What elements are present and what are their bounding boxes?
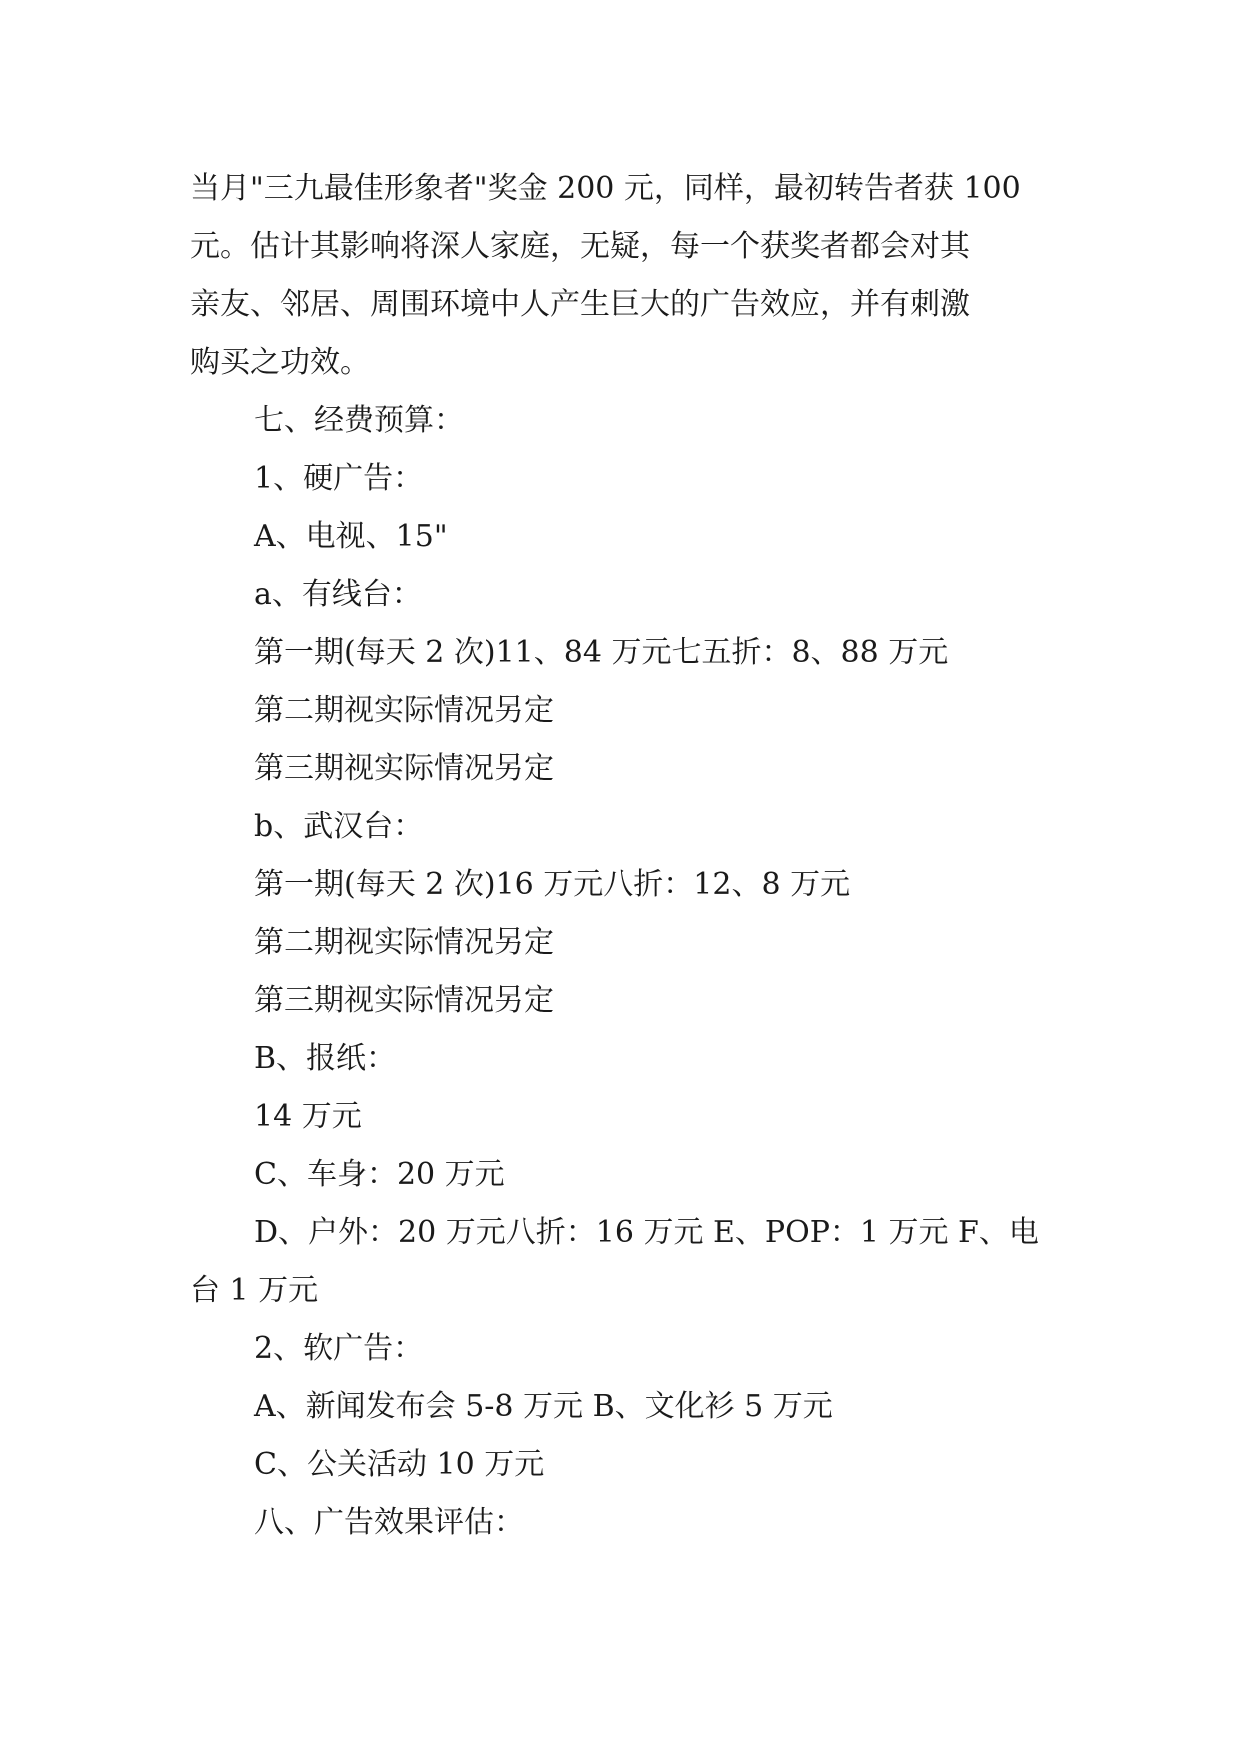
list-item-phase-one-cable: 第一期(每天 2 次)11、84 万元七五折：8、88 万元 [254,635,949,670]
list-item-phase-two-cable: 第二期视实际情况另定 [254,693,554,728]
list-item-phase-two-wuhan: 第二期视实际情况另定 [254,925,554,960]
list-item-phase-one-wuhan: 第一期(每天 2 次)16 万元八折：12、8 万元 [254,867,851,902]
list-item-pr-activities: C、公关活动 10 万元 [254,1447,545,1482]
list-item-newspaper: B、报纸： [254,1041,397,1076]
list-item-newspaper-cost: 14 万元 [254,1099,362,1134]
list-item-vehicle: C、车身：20 万元 [254,1157,505,1192]
list-item-phase-three-cable: 第三期视实际情况另定 [254,751,554,786]
document-body [190,160,1050,1552]
list-item-outdoor: D、户外：20 万元八折：16 万元 E、POP：1 万元 F、电 [254,1215,1039,1250]
list-item-phase-three-wuhan: 第三期视实际情况另定 [254,983,554,1018]
list-item-press-conference: A、新闻发布会 5-8 万元 B、文化衫 5 万元 [254,1389,833,1424]
section-heading-evaluation: 八、广告效果评估： [254,1505,524,1540]
section-heading-budget: 七、经费预算： [254,403,464,438]
subheading-soft-ads: 2、软广告： [254,1331,424,1366]
paragraph-line: 元。估计其影响将深人家庭，无疑，每一个获奖者都会对其 [190,229,970,264]
paragraph-line: 亲友、邻居、周围环境中人产生巨大的广告效应，并有刺激 [190,287,970,322]
list-item-outdoor-continued: 台 1 万元 [190,1273,319,1308]
list-item-wuhan-station: b、武汉台： [254,809,424,844]
list-item-cable-station: a、有线台： [254,577,422,612]
subheading-hard-ads: 1、硬广告： [254,461,424,496]
paragraph-line: 当月"三九最佳形象者"奖金 200 元，同样，最初转告者获 100 [190,171,1021,206]
list-item-tv: A、电视、15" [254,519,448,554]
paragraph-line: 购买之功效。 [190,345,370,380]
